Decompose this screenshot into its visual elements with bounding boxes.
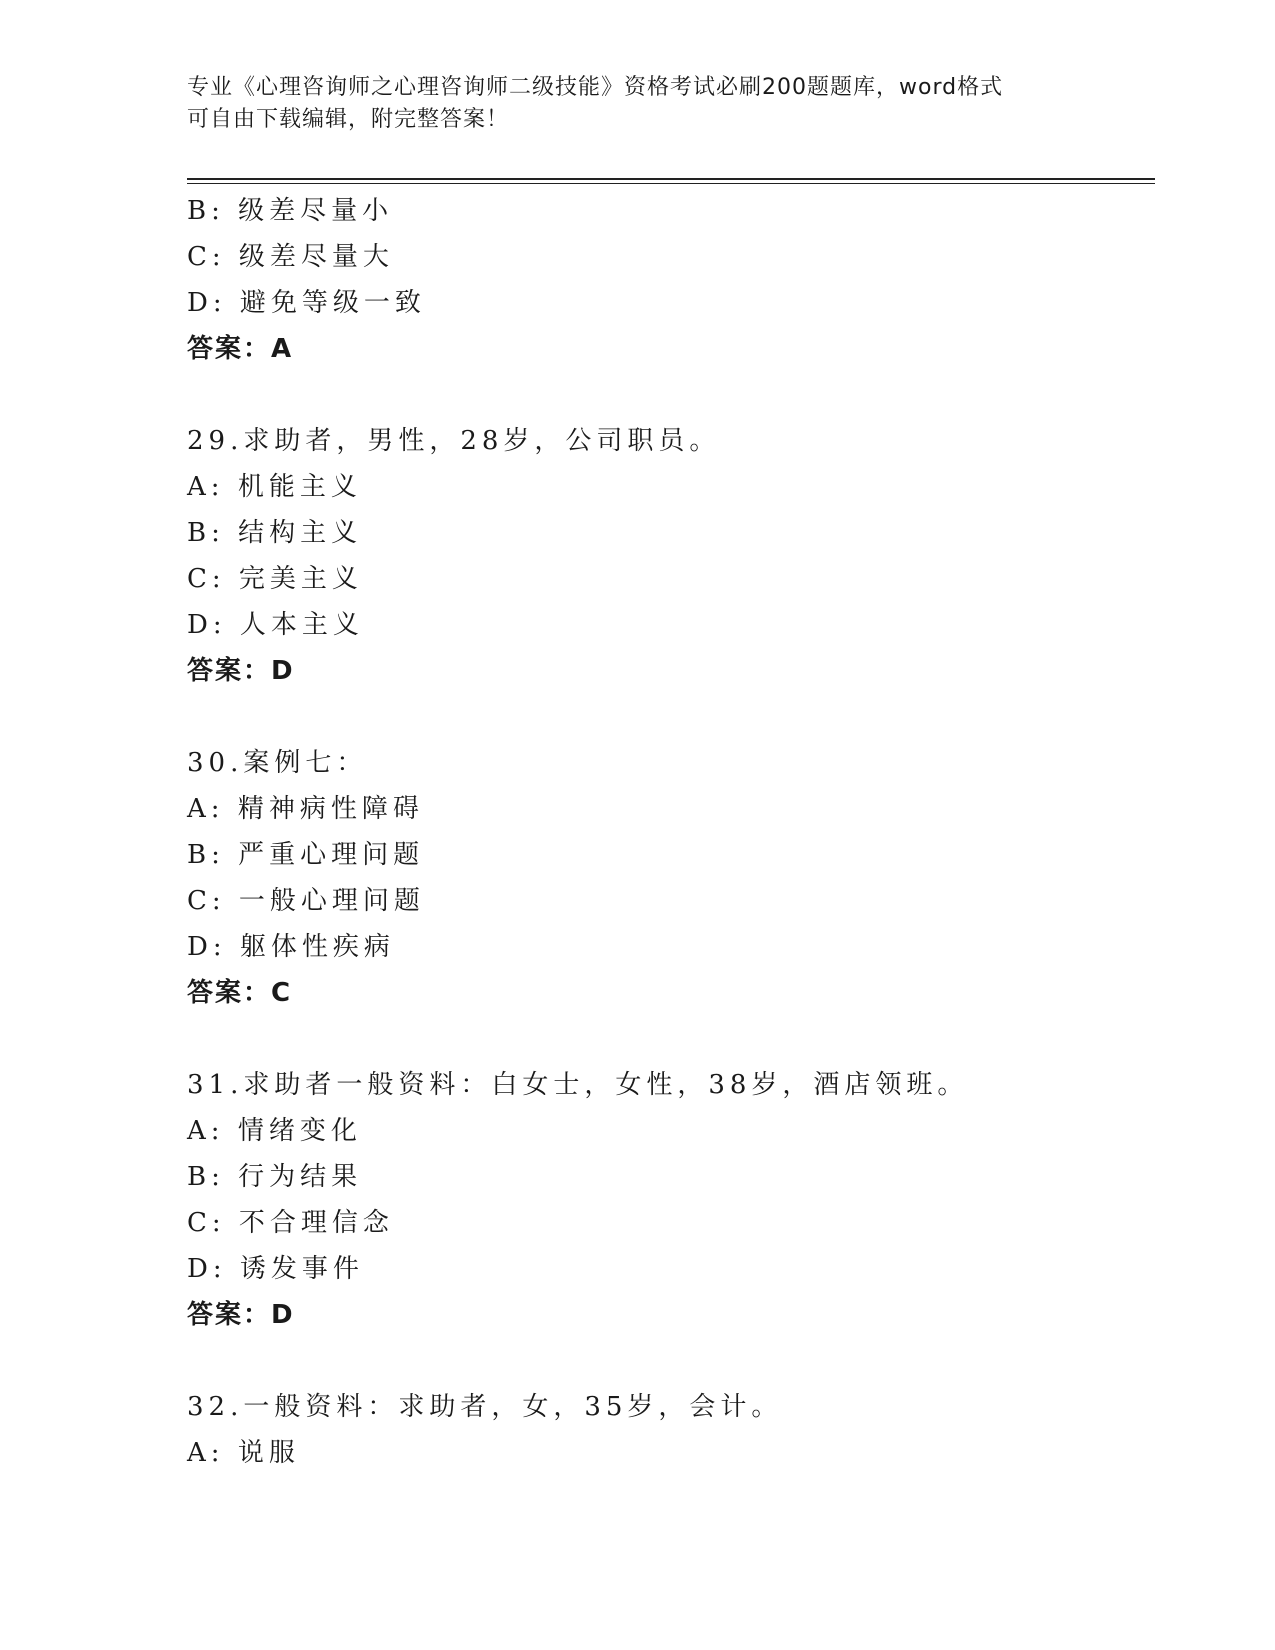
option-text: 一般心理问题 bbox=[238, 886, 425, 916]
option-c bbox=[187, 234, 1147, 280]
option-d bbox=[187, 280, 1147, 326]
option-label: B: bbox=[187, 1162, 239, 1192]
option-label: C: bbox=[187, 564, 239, 594]
header-line-1: 专业《心理咨询师之心理咨询师二级技能》资格考试必刷200题题库，word格式 bbox=[187, 75, 1004, 100]
question-block-continued bbox=[187, 188, 1147, 372]
option-text: 情绪变化 bbox=[237, 1116, 362, 1146]
option-label: C: bbox=[187, 1208, 239, 1238]
option-label: B: bbox=[187, 196, 239, 226]
option-text: 不合理信念 bbox=[238, 1208, 394, 1238]
option-label: C: bbox=[187, 242, 239, 272]
option-b bbox=[187, 188, 1147, 234]
option-c bbox=[187, 1200, 1147, 1246]
option-label: C: bbox=[187, 886, 239, 916]
option-text: 机能主义 bbox=[237, 472, 362, 502]
option-text: 精神病性障碍 bbox=[237, 794, 424, 824]
option-label: D: bbox=[187, 1254, 240, 1284]
option-label: A: bbox=[187, 1116, 238, 1146]
option-a bbox=[187, 786, 1147, 832]
option-text: 避免等级一致 bbox=[239, 288, 426, 318]
option-label: B: bbox=[187, 840, 239, 870]
option-label: D: bbox=[187, 932, 240, 962]
option-text: 级差尽量大 bbox=[238, 242, 394, 272]
question-list bbox=[187, 188, 1147, 1476]
option-b bbox=[187, 1154, 1147, 1200]
option-d bbox=[187, 602, 1147, 648]
option-text: 严重心理问题 bbox=[238, 840, 425, 870]
option-a bbox=[187, 1430, 1147, 1476]
option-c bbox=[187, 878, 1147, 924]
option-text: 说服 bbox=[237, 1438, 300, 1468]
question-31 bbox=[187, 1062, 1147, 1338]
option-text: 级差尽量小 bbox=[238, 196, 394, 226]
option-label: D: bbox=[187, 610, 240, 640]
option-text: 行为结果 bbox=[238, 1162, 363, 1192]
option-text: 人本主义 bbox=[239, 610, 364, 640]
answer-line: 答案：D bbox=[187, 1300, 295, 1330]
option-d bbox=[187, 1246, 1147, 1292]
header-rule-thin bbox=[187, 183, 1155, 184]
answer-line: 答案：D bbox=[187, 656, 295, 686]
option-label: D: bbox=[187, 288, 240, 318]
option-d bbox=[187, 924, 1147, 970]
option-label: B: bbox=[187, 518, 239, 548]
option-b bbox=[187, 510, 1147, 556]
option-text: 诱发事件 bbox=[239, 1254, 364, 1284]
option-b bbox=[187, 832, 1147, 878]
option-text: 完美主义 bbox=[238, 564, 363, 594]
option-c bbox=[187, 556, 1147, 602]
question-stem: 29.求助者，男性，28岁，公司职员。 bbox=[187, 426, 721, 456]
question-stem: 30.案例七： bbox=[187, 748, 368, 778]
document-header bbox=[187, 72, 1087, 136]
question-stem: 32.一般资料：求助者，女，35岁，会计。 bbox=[187, 1392, 783, 1422]
spacer bbox=[187, 1338, 1147, 1384]
answer-line: 答案：A bbox=[187, 334, 294, 364]
question-32 bbox=[187, 1384, 1147, 1476]
spacer bbox=[187, 372, 1147, 418]
option-label: A: bbox=[187, 794, 238, 824]
question-29 bbox=[187, 418, 1147, 694]
answer-line: 答案：C bbox=[187, 978, 293, 1008]
header-line-2: 可自由下载编辑，附完整答案！ bbox=[187, 107, 510, 132]
option-text: 躯体性疾病 bbox=[239, 932, 395, 962]
option-label: A: bbox=[187, 472, 238, 502]
question-stem: 31.求助者一般资料：白女士，女性，38岁，酒店领班。 bbox=[187, 1070, 969, 1100]
option-a bbox=[187, 1108, 1147, 1154]
header-rule-thick bbox=[187, 178, 1155, 180]
question-30 bbox=[187, 740, 1147, 1016]
spacer bbox=[187, 1016, 1147, 1062]
option-text: 结构主义 bbox=[238, 518, 363, 548]
option-label: A: bbox=[187, 1438, 238, 1468]
option-a bbox=[187, 464, 1147, 510]
spacer bbox=[187, 694, 1147, 740]
